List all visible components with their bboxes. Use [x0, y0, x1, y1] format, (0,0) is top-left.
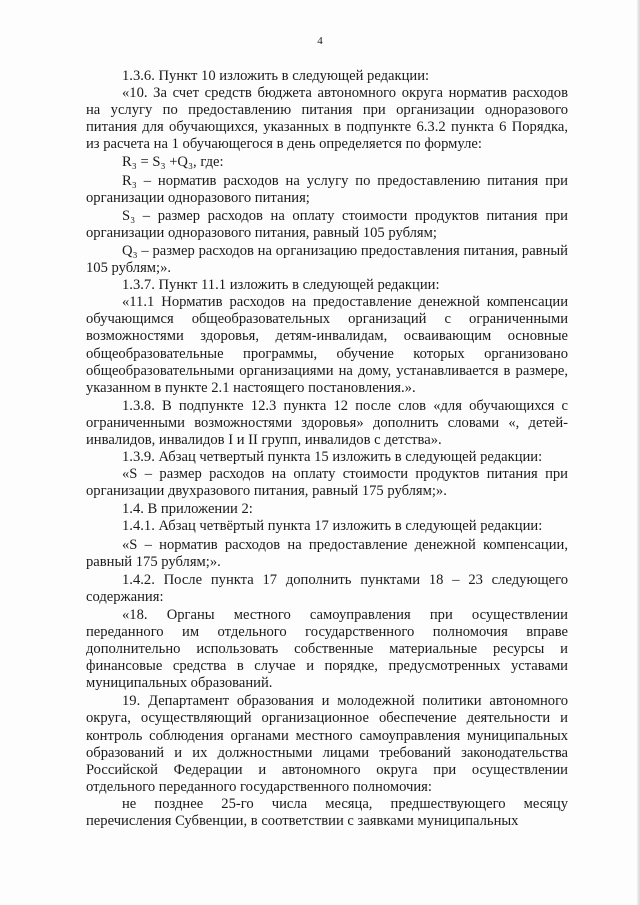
paragraph-item-19: 19. Департамент образования и молодежной политики автономного округа, осуществляющий организационное обеспечение деятельности и контроль соблюдения органами местного самоуправления муниципальных образований и их должностными лицами требований законодательства Российской Федерации и автономного округа при осуществлении отдельного переданного государственного полномочия:	[86, 693, 568, 795]
formula-r3: R₃ = S₃ +Q₃, где:	[122, 154, 224, 171]
paragraph-1-3-7: 1.3.7. Пункт 11.1 изложить в следующей редакции:	[122, 277, 440, 294]
paragraph-item-11-1: «11.1 Норматив расходов на предоставление денежной компенсации обучающимся общеобразовательных организаций с ограниченными возможностями здоровья, детям-инвалидам, осваивающим основные общеобразовательные программы, обучение которых организовано общеобразовательными организациями на дому, устанавливается в размере, указанном в пункте 2.1 настоящего постановления.».	[86, 294, 568, 396]
paragraph-item-10: «10. За счет средств бюджета автономного округа норматив расходов на услугу по предоставлению питания при организации одноразового питания для обучающихся, указанных в подпункте 6.3.2 пункта 6 Порядка, из расчета на 1 обучающегося в день определяется по формуле:	[86, 85, 568, 153]
definition-s-two-meal: «S – размер расходов на оплату стоимости продуктов питания при организации двухразового питания, равный 175 рублям;».	[86, 466, 568, 500]
paragraph-item-18: «18. Органы местного самоуправления при осуществлении переданного им отдельного государственного полномочия вправе дополнительно использовать собственные материальные ресурсы и финансовые средства в случае и порядке, предусмотренных уставами муниципальных образований.	[86, 606, 568, 692]
paragraph-1-4-2: 1.4.2. После пункта 17 дополнить пунктами 18 – 23 следующего содержания:	[86, 571, 568, 605]
paragraph-1-3-6: 1.3.6. Пункт 10 изложить в следующей редакции:	[122, 68, 430, 84]
page-number: 4	[317, 35, 323, 47]
paragraph-1-4: 1.4. В приложении 2:	[122, 501, 253, 518]
definition-r3: R₃ – норматив расходов на услугу по предоставлению питания при организации одноразового питания;	[86, 172, 568, 206]
paragraph-1-3-9: 1.3.9. Абзац четвертый пункта 15 изложить в следующей редакции:	[122, 449, 543, 466]
definition-q3: Q₃ – размер расходов на организацию предоставления питания, равный 105 рублям;».	[86, 242, 568, 277]
definition-s-compensation: «S – норматив расходов на предоставление денежной компенсации, равный 175 рублям;».	[86, 536, 568, 570]
paragraph-1-4-1: 1.4.1. Абзац четвёртый пункта 17 изложить в следующей редакции:	[122, 518, 543, 535]
document-body	[86, 68, 568, 830]
definition-s3: S₃ – размер расходов на оплату стоимости продуктов питания при организации одноразового питания, равный 105 рублям;	[86, 207, 568, 241]
paragraph-1-3-8: 1.3.8. В подпункте 12.3 пункта 12 после слов «для обучающихся с ограниченными возможностями здоровья» дополнить словами «, детей-инвалидов, инвалидов I и II групп, инвалидов с детства».	[86, 397, 568, 448]
paragraph-deadline: не позднее 25-го числа месяца, предшествующего месяцу перечисления Субвенции, в соответствии с заявками муниципальных	[86, 795, 568, 830]
